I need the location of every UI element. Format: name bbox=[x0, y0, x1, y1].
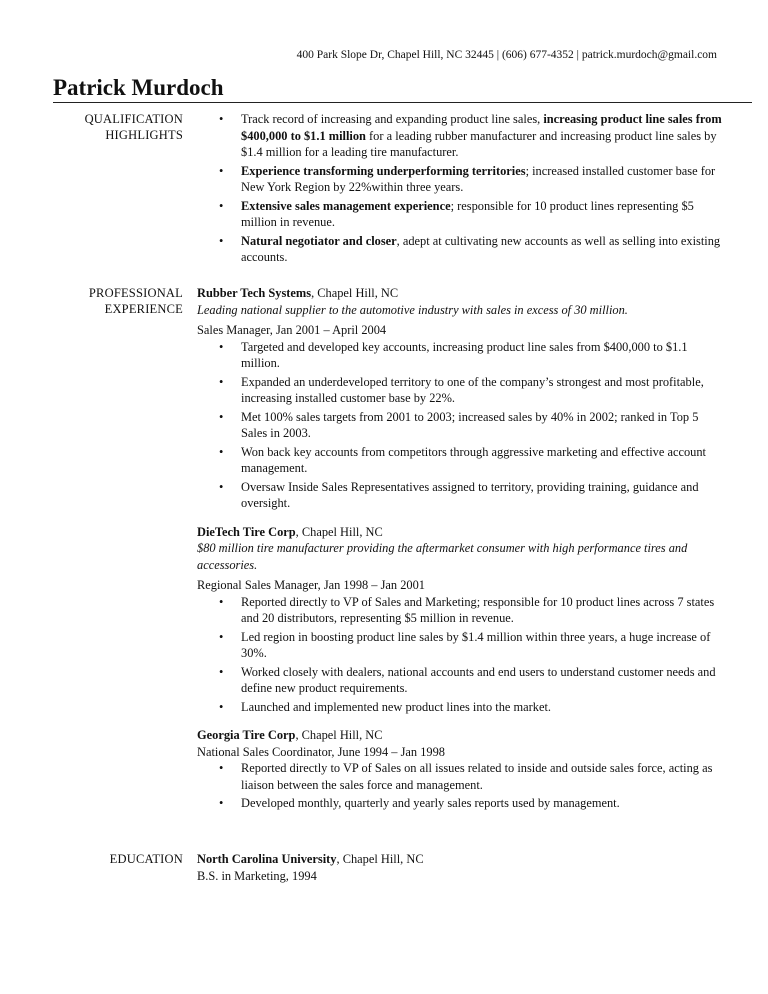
candidate-name: Patrick Murdoch bbox=[53, 75, 224, 100]
job-bullet: • Won back key accounts from competitors through aggressive marketing and effective account management. bbox=[197, 444, 725, 477]
job-role: Regional Sales Manager, Jan 1998 – Jan 2001 bbox=[197, 578, 425, 592]
school-name: North Carolina University bbox=[197, 852, 337, 866]
company-location: , Chapel Hill, NC bbox=[311, 286, 399, 300]
experience-heading-line2: EXPERIENCE bbox=[104, 302, 183, 316]
job-role: Sales Manager, Jan 2001 – April 2004 bbox=[197, 323, 387, 337]
qualifications-heading-line2: HIGHLIGHTS bbox=[105, 128, 183, 142]
qualification-item bbox=[197, 233, 725, 266]
job-bullet: • Led region in boosting product line sales by $1.4 million within three years, a huge increase of 30%. bbox=[197, 629, 725, 662]
job-bullet: • Reported directly to VP of Sales and Marketing; responsible for 10 product lines across 7 states and 20 distributors, representing $5 million in revenue. bbox=[197, 594, 725, 627]
job-bullets bbox=[197, 760, 725, 812]
job-entry-rubber-tech bbox=[197, 285, 725, 512]
company-location: , Chapel Hill, NC bbox=[295, 728, 383, 742]
company-description: Leading national supplier to the automotive industry with sales in excess of 30 million. bbox=[197, 302, 628, 317]
experience-heading-line1: PROFESSIONAL bbox=[88, 286, 183, 300]
school-location: , Chapel Hill, NC bbox=[336, 852, 424, 866]
qualification-text: Track record of increasing and expanding product line sales, bbox=[241, 112, 544, 126]
job-entry-dietech bbox=[197, 524, 725, 716]
qualification-text: ; responsible for 10 product lines representing $5 million in revenue. bbox=[241, 198, 694, 229]
qualification-text: for a leading rubber manufacturer and increasing product line sales by $1.4 million for a leading tire manufacturer. bbox=[241, 128, 717, 159]
company-name: DieTech Tire Corp bbox=[197, 524, 296, 539]
job-bullet: • Targeted and developed key accounts, increasing product line sales from $400,000 to $1.1 million. bbox=[197, 339, 725, 372]
education-school-line bbox=[197, 851, 725, 868]
qualification-emphasis: Natural negotiator and closer bbox=[241, 233, 397, 248]
qualification-text: ; increased installed customer base for New York Region by 22%within three years. bbox=[241, 163, 716, 194]
qualification-item bbox=[197, 111, 725, 161]
job-header bbox=[197, 524, 725, 541]
qualifications-heading-line1: QUALIFICATION bbox=[84, 112, 183, 126]
job-entry-georgia-tire bbox=[197, 727, 725, 812]
qualifications-list bbox=[197, 111, 725, 266]
job-header bbox=[197, 285, 725, 302]
job-bullets bbox=[197, 594, 725, 716]
experience-heading bbox=[40, 285, 183, 317]
company-description: $80 million tire manufacturer providing the aftermarket consumer with high performance tires and accessories. bbox=[197, 541, 688, 572]
qualifications-heading bbox=[40, 111, 183, 143]
company-name: Georgia Tire Corp bbox=[197, 728, 296, 742]
education-heading: EDUCATION bbox=[109, 852, 183, 866]
job-bullet: • Expanded an underdeveloped territory to one of the company’s strongest and most profitable, increasing installed customer base by 22%. bbox=[197, 374, 725, 407]
qualification-text: , adept at cultivating new accounts as well as selling into existing accounts. bbox=[241, 233, 721, 264]
job-bullet: • Worked closely with dealers, national accounts and end users to understand customer needs and define new product requirements. bbox=[197, 664, 725, 697]
header-divider bbox=[53, 102, 752, 103]
experience-body bbox=[197, 285, 725, 824]
job-bullet: • Oversaw Inside Sales Representatives assigned to territory, providing training, guidance and oversight. bbox=[197, 479, 725, 512]
job-bullet: • Developed monthly, quarterly and yearly sales reports used by management. bbox=[197, 795, 725, 812]
job-bullets bbox=[197, 339, 725, 512]
education-body bbox=[197, 851, 725, 884]
company-name: Rubber Tech Systems bbox=[197, 286, 312, 300]
qualifications-body bbox=[197, 111, 725, 268]
job-bullet: • Launched and implemented new product lines into the market. bbox=[197, 699, 725, 716]
company-location: , Chapel Hill, NC bbox=[295, 524, 383, 539]
qualification-emphasis: increasing product line sales from $400,000 to $1.1 million bbox=[241, 112, 722, 143]
job-bullet: • Met 100% sales targets from 2001 to 2003; increased sales by 40% in 2002; ranked in Top 5 Sales in 2003. bbox=[197, 409, 725, 442]
qualification-emphasis: Extensive sales management experience bbox=[241, 198, 451, 213]
qualification-item bbox=[197, 163, 725, 196]
degree: B.S. in Marketing, 1994 bbox=[197, 868, 317, 883]
qualification-emphasis: Experience transforming underperforming territories bbox=[241, 163, 526, 178]
contact-line: 400 Park Slope Dr, Chapel Hill, NC 32445 | (606) 677-4352 | patrick.murdoch@gmail.com bbox=[296, 49, 717, 61]
job-role: National Sales Coordinator, June 1994 – Jan 1998 bbox=[197, 744, 445, 759]
qualification-item bbox=[197, 198, 725, 231]
job-header bbox=[197, 727, 725, 744]
job-bullet: • Reported directly to VP of Sales on all issues related to inside and outside sales force, acting as liaison between the sales force and management. bbox=[197, 760, 725, 793]
